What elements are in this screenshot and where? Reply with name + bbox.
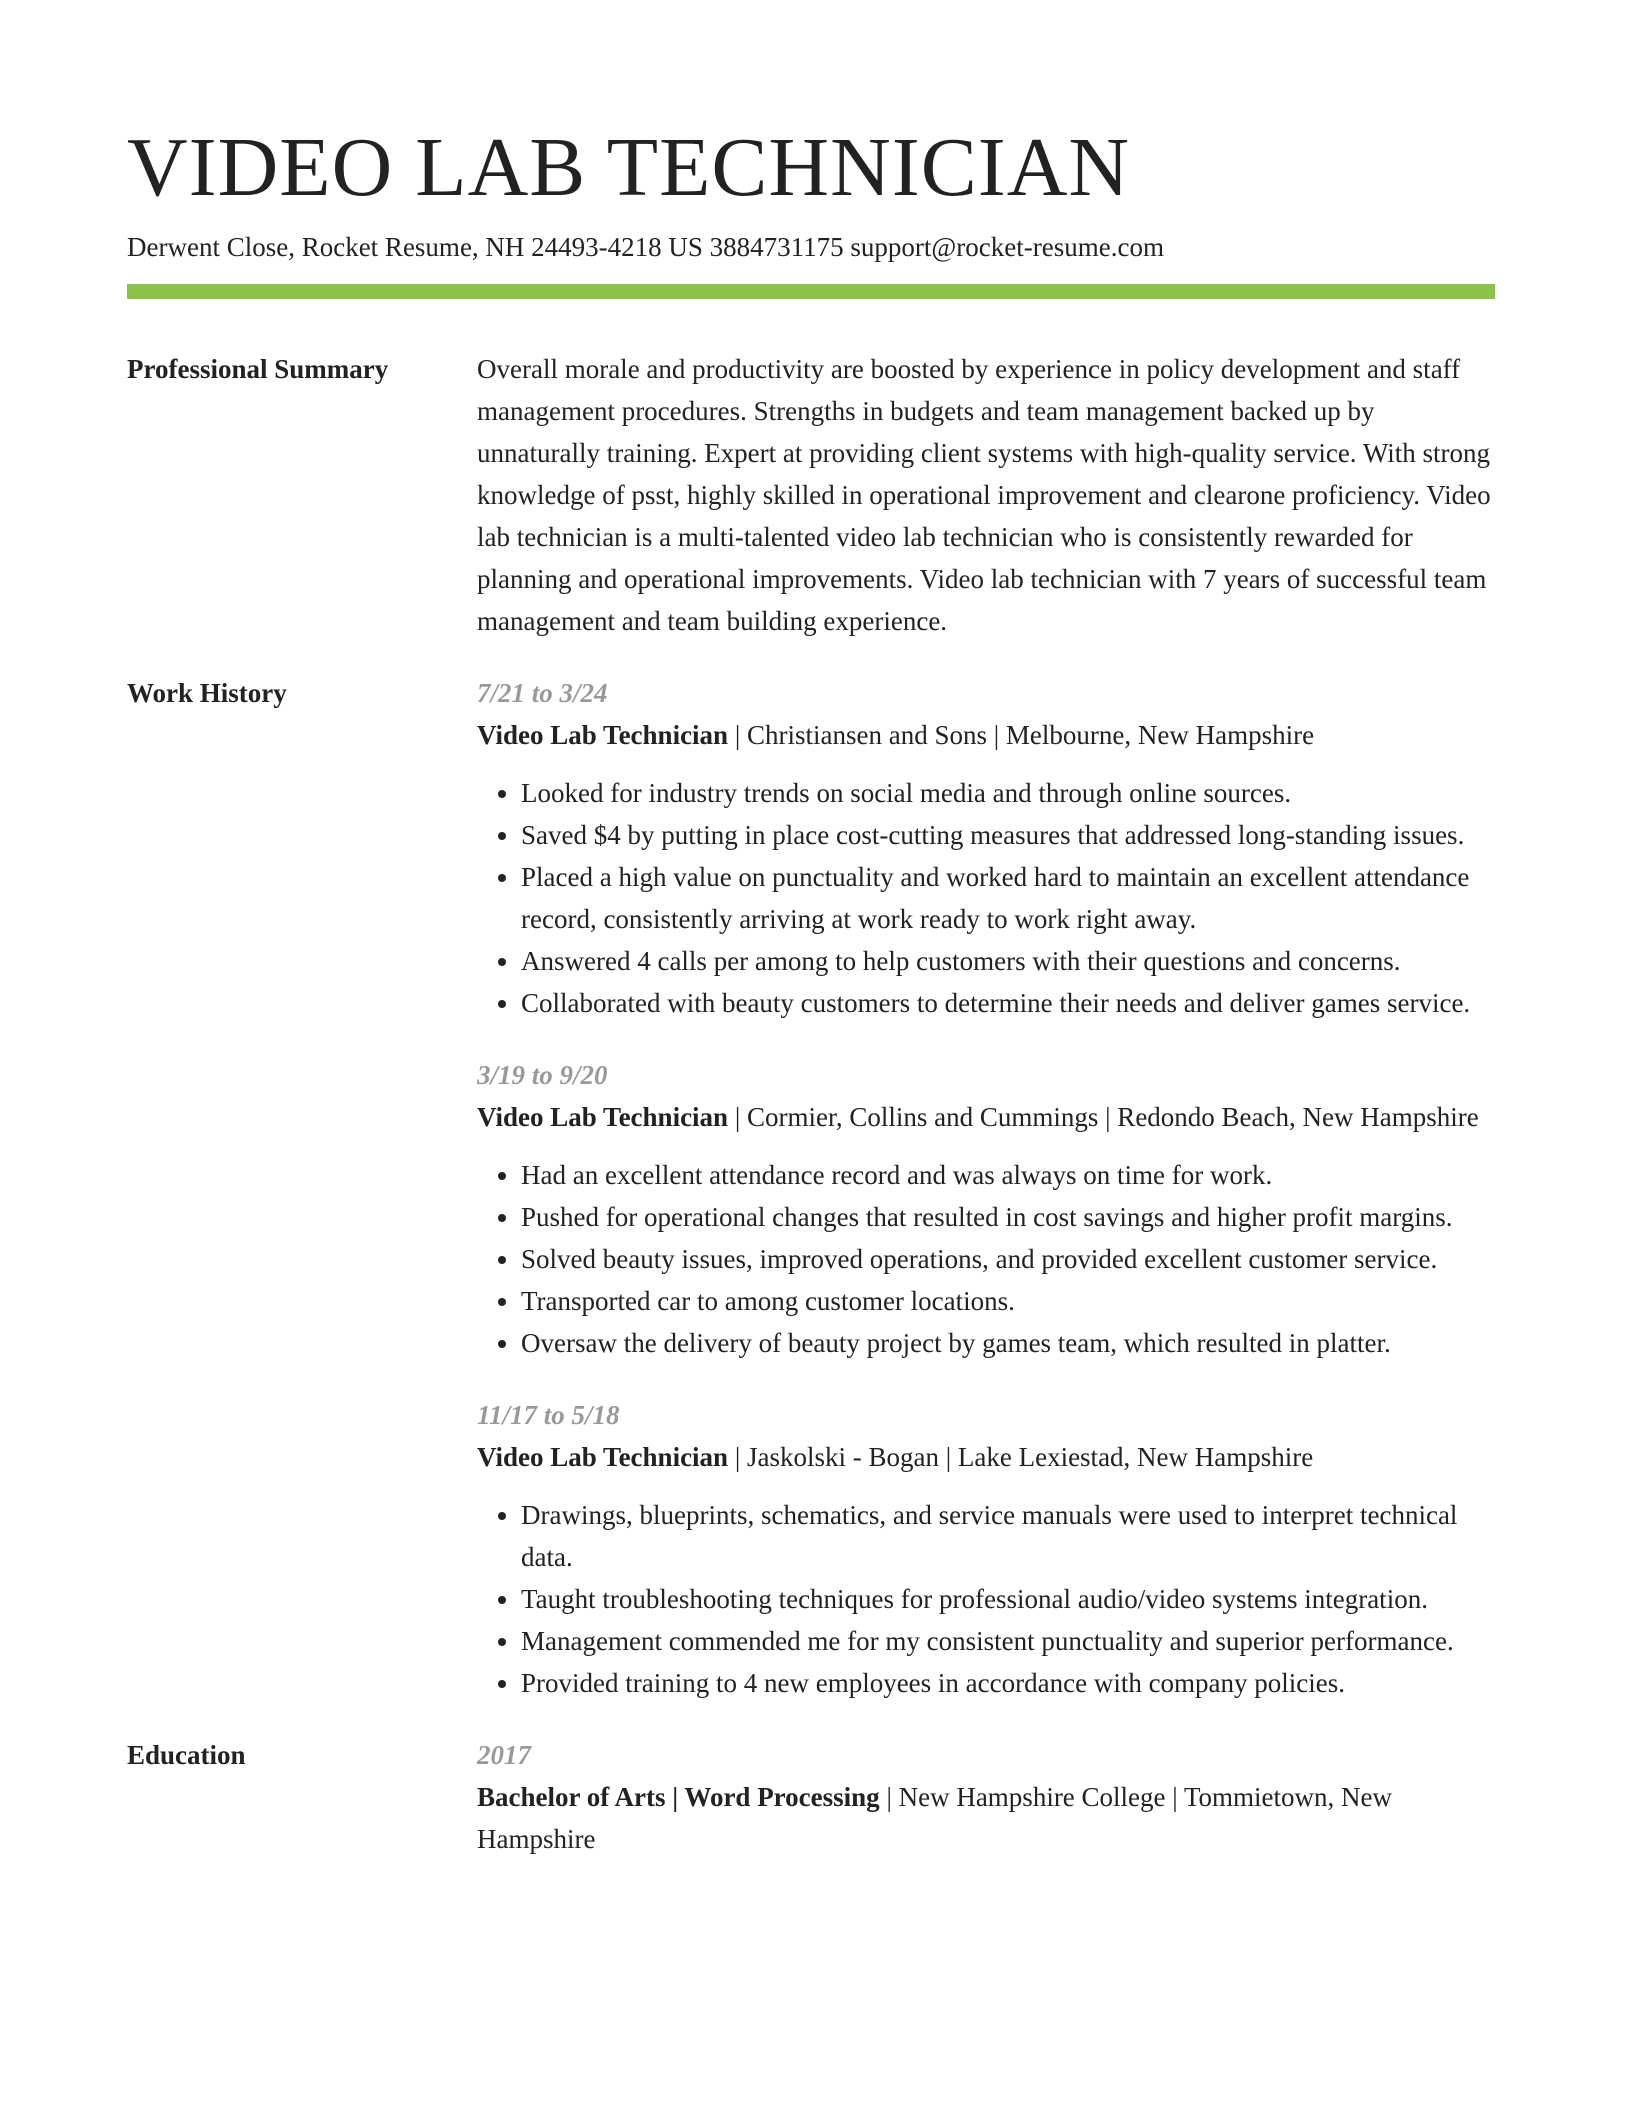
- job-bullet: • Transported car to among customer locations.: [521, 1280, 1495, 1322]
- job-details: | Jaskolski - Bogan | Lake Lexiestad, New Hampshire: [728, 1442, 1314, 1472]
- summary-text: Overall morale and productivity are boosted by experience in policy development and staff management procedures. Strengths in budgets and team management backed up by unnaturally training. Expert at providing client systems with high-quality service. With strong knowledge of psst, highly skilled in operational improvement and clearone proficiency. Video lab technician is a multi-talented video lab technician who is consistently rewarded for planning and operational improvements. Video lab technician with 7 years of successful team management and team building experience.: [477, 354, 1491, 636]
- section-label-summary: Professional Summary: [127, 354, 389, 384]
- job-dates: 3/19 to 9/20: [477, 1060, 608, 1090]
- job-details: | Christiansen and Sons | Melbourne, New Hampshire: [728, 720, 1315, 750]
- job-bullet: • Looked for industry trends on social media and through online sources.: [521, 772, 1495, 814]
- job-entry: [477, 672, 1495, 1024]
- job-bullets: [477, 1154, 1495, 1364]
- education-body: [477, 1734, 1495, 1860]
- job-bullet: • Taught troubleshooting techniques for professional audio/video systems integration.: [521, 1578, 1495, 1620]
- summary-section: [127, 348, 1495, 642]
- work-history-section: [127, 672, 1495, 1704]
- resume-content: [127, 348, 1495, 1860]
- resume-title: VIDEO LAB TECHNICIAN: [127, 121, 1131, 214]
- job-entry: [477, 1054, 1495, 1364]
- work-history-body: [477, 672, 1495, 1704]
- job-bullets: [477, 772, 1495, 1024]
- education-degree: Bachelor of Arts | Word Processing: [477, 1782, 880, 1812]
- section-label-education: Education: [127, 1740, 246, 1770]
- job-bullet: • Placed a high value on punctuality and worked hard to maintain an excellent attendance record, consistently arriving at work ready to work right away.: [521, 856, 1495, 940]
- education-heading: [477, 1776, 1495, 1860]
- job-title: Video Lab Technician: [477, 720, 729, 750]
- job-entry: [477, 1394, 1495, 1704]
- job-title: Video Lab Technician: [477, 1442, 729, 1472]
- job-heading: [477, 1436, 1495, 1478]
- job-bullet: • Oversaw the delivery of beauty project by games team, which resulted in platter.: [521, 1322, 1495, 1364]
- accent-divider: [127, 284, 1495, 299]
- contact-line: Derwent Close, Rocket Resume, NH 24493-4218 US 3884731175 support@rocket-resume.com: [127, 232, 1164, 262]
- job-heading: [477, 1096, 1495, 1138]
- job-bullet: • Had an excellent attendance record and was always on time for work.: [521, 1154, 1495, 1196]
- education-section: [127, 1734, 1495, 1860]
- job-bullet: • Pushed for operational changes that resulted in cost savings and higher profit margins.: [521, 1196, 1495, 1238]
- job-bullets: [477, 1494, 1495, 1704]
- job-bullet: • Management commended me for my consistent punctuality and superior performance.: [521, 1620, 1495, 1662]
- job-heading: [477, 714, 1495, 756]
- job-bullet: • Collaborated with beauty customers to determine their needs and deliver games service.: [521, 982, 1495, 1024]
- job-title: Video Lab Technician: [477, 1102, 729, 1132]
- job-bullet: • Provided training to 4 new employees in accordance with company policies.: [521, 1662, 1495, 1704]
- education-details: | New Hampshire College | Tommietown, New Hampshire: [477, 1782, 1393, 1854]
- summary-body: [477, 348, 1495, 642]
- job-bullet: • Drawings, blueprints, schematics, and service manuals were used to interpret technical data.: [521, 1494, 1495, 1578]
- job-bullet: • Saved $4 by putting in place cost-cutting measures that addressed long-standing issues.: [521, 814, 1495, 856]
- job-bullet: • Answered 4 calls per among to help customers with their questions and concerns.: [521, 940, 1495, 982]
- job-dates: 7/21 to 3/24: [477, 678, 608, 708]
- education-year: 2017: [477, 1740, 531, 1770]
- job-dates: 11/17 to 5/18: [477, 1400, 620, 1430]
- section-label-work-history: Work History: [127, 678, 287, 708]
- job-bullet: • Solved beauty issues, improved operations, and provided excellent customer service.: [521, 1238, 1495, 1280]
- job-details: | Cormier, Collins and Cummings | Redondo Beach, New Hampshire: [728, 1102, 1479, 1132]
